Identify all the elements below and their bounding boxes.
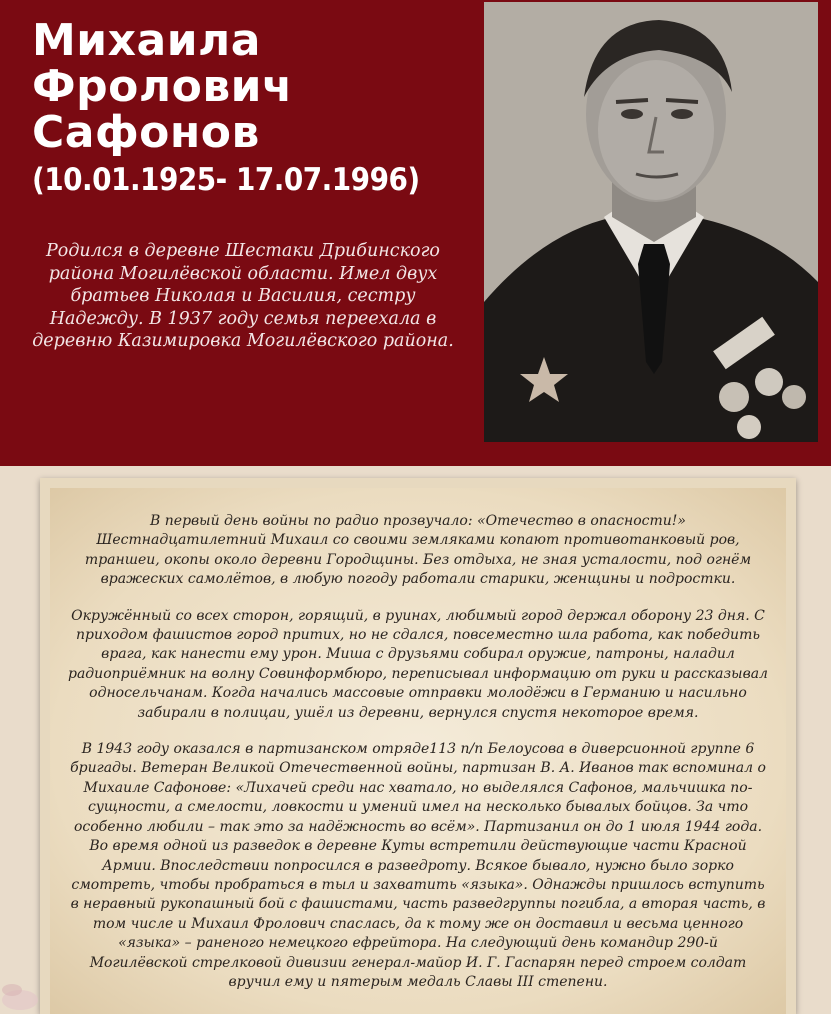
name-line-2: Фролович <box>32 61 293 112</box>
story-paper <box>40 478 796 1014</box>
portrait-photo <box>484 2 818 442</box>
life-dates: (10.01.1925- 17.07.1996) <box>32 162 420 198</box>
portrait-photo-icon <box>484 2 818 442</box>
biography-intro: Родился в деревне Шестаки Дрибинского района Могилёвской области. Имел двух братьев Николая и Василия, сестру Надежду. В 1937 году семья переехала в деревню Казимировка Могилёвского района. <box>32 241 454 351</box>
story-text <box>68 512 768 1009</box>
header-banner <box>0 0 831 466</box>
story-paragraph-2: Окружённый со всех сторон, горящий, в руинах, любимый город держал оборону 23 дня. С приходом фашистов город притих, но не сдался, повсеместно шла работа, как победить врага, как нанести ему урон. Миша с друзьями собирал оружие, патроны, наладил радиоприёмник на волну Совинформбюро, переписывал информацию от руки и рассказывал односельчанам. Когда начались массовые отправки молодёжи в Германию и насильно забирали в полицаи, ушёл из деревни, вернулся спустя некоторое время. <box>68 607 768 721</box>
story-paper-inner <box>50 488 786 1014</box>
story-paragraph-3: В 1943 году оказался в партизанском отряде113 п/п Белоусова в диверсионной группе 6 бригады. Ветеран Великой Отечественной войны, партизан В. А. Иванов так вспоминал о Михаиле Сафонове: «Лихачей среди нас хватало, но выделялся Сафонов, мальчишка по-сущности, а смелости, ловкости и умений имел на несколько бывалых бойцов. За что особенно любили – так это за надёжность во всём». Партизанил он до 1 июля 1944 года. Во время одной из разведок в деревне Куты встретили действующие части Красной Армии. Впоследствии попросился в разведроту. Всякое бывало, нужно было зорко смотреть, чтобы пробраться в тыл и захватить «языка». Однажды пришлось вступить в неравный рукопашный бой с фашистами, часть разведгруппы погибла, а вторая часть, в том числе и Михаил Фролович спаслась, да к тому же он доставил и весьма ценного «языка» – раненого немецкого ефрейтора. На следующий день командир 290-й Могилёвской стрелковой дивизии генерал-майор И. Г. Гаспарян перед строем солдат вручил ему и пятерым медаль Славы III степени. <box>70 741 766 990</box>
name-line-1: Михаила <box>32 15 261 66</box>
name-line-3: Сафонов <box>32 107 260 158</box>
person-name <box>32 15 452 158</box>
story-paragraph-1: В первый день войны по радио прозвучало: «Отечество в опасности!» Шестнадцатилетний Михаил со своими земляками копают противотанковый ров, траншеи, окопы около деревни Городщины. Без отдыха, не зная усталости, под огнём вражеских самолётов, в любую погоду работали старики, женщины и подростки. <box>84 513 752 588</box>
flower-decoration-icon <box>0 960 60 1014</box>
